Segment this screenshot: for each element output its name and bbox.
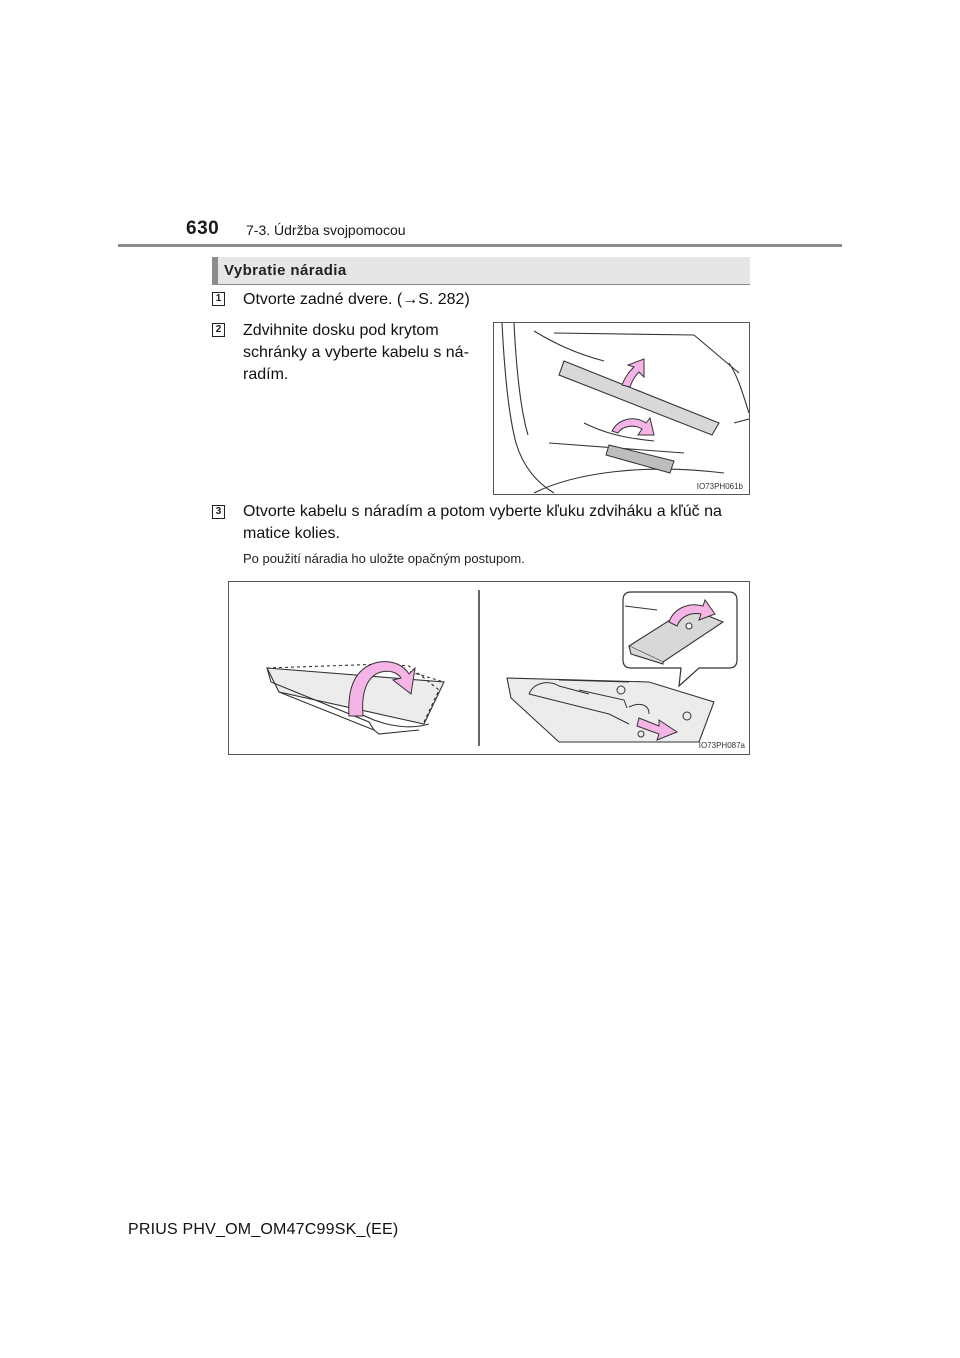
step-2-line-2: schránky a vyberte kabelu s ná-	[243, 344, 469, 361]
step-1-text	[243, 289, 470, 311]
step-1-badge: 1	[212, 292, 225, 306]
step-2-line-3: radím.	[243, 366, 289, 383]
lift-arrow-curl	[612, 418, 654, 435]
step-2-text	[243, 320, 469, 386]
figure-trunk-board	[493, 322, 750, 495]
header-rule	[118, 244, 842, 247]
step-3-line-1: Otvorte kabelu s náradím a potom vyberte kľuku zdviháku a kľúč na	[243, 503, 722, 520]
trunk-board-illustration	[494, 323, 749, 494]
heading-underline	[212, 284, 750, 285]
step-1-line-1: Otvorte zadné dvere. (→S. 282)	[243, 291, 470, 308]
figure-1-code: IO73PH061b	[696, 482, 743, 491]
step-3-text	[243, 501, 722, 545]
heading-title: Vybratie náradia	[224, 262, 347, 279]
figure-tool-bag	[228, 581, 750, 755]
section-title: 7-3. Údržba svojpomocou	[246, 222, 406, 238]
page-number: 630	[186, 218, 220, 239]
note-text: Po použití náradia ho uložte opačným postupom.	[243, 551, 525, 566]
footer-text: PRIUS PHV_OM_OM47C99SK_(EE)	[128, 1221, 399, 1238]
figure-2-code: IO73PH087a	[698, 741, 745, 750]
step-3-badge: 3	[212, 505, 225, 519]
tool-bag-illustration	[229, 582, 749, 754]
step-2-line-1: Zdvihnite dosku pod krytom	[243, 322, 439, 339]
step-3-line-2: matice kolies.	[243, 525, 340, 542]
lift-arrow-up	[622, 359, 644, 387]
step-2-badge: 2	[212, 323, 225, 337]
heading-accent	[212, 257, 218, 284]
